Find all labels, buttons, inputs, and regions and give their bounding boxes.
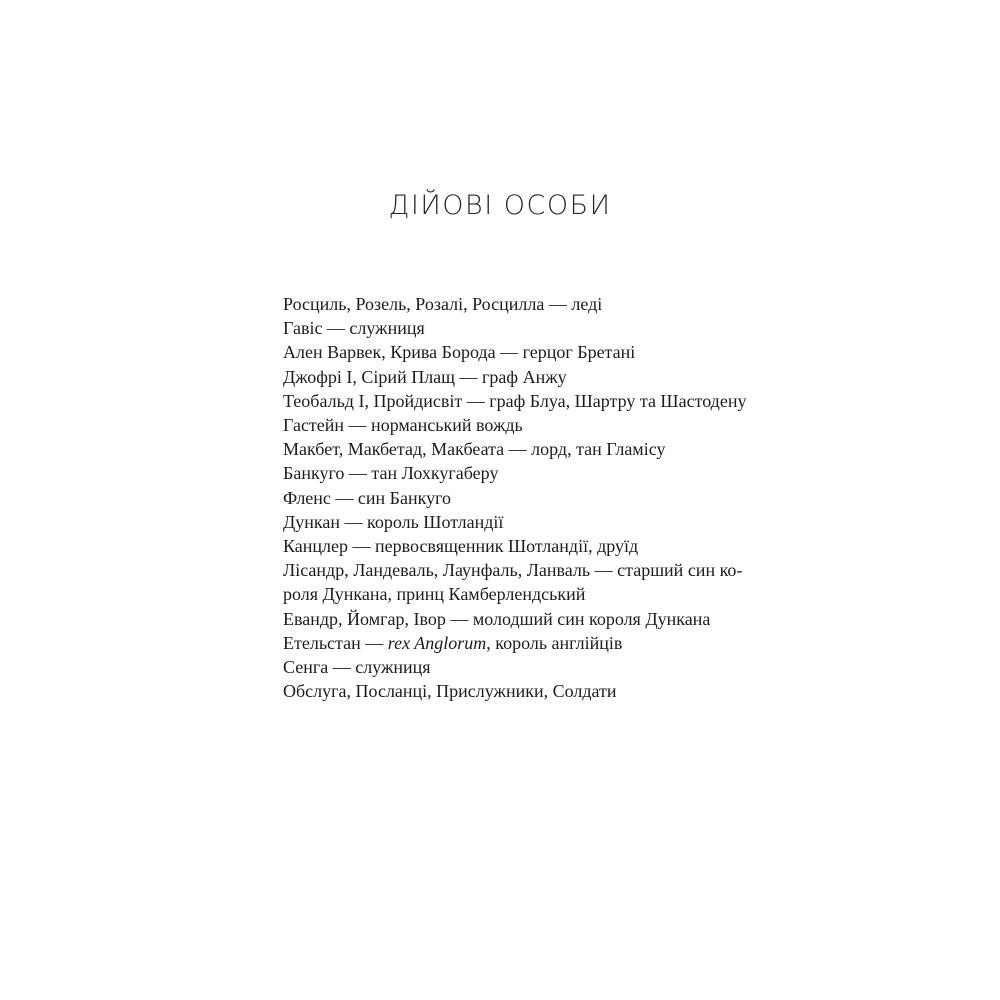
cast-entry-roscil: Росциль, Розель, Розалі, Росцилла — леді — [283, 294, 603, 314]
cast-entry-gastein: Гастейн — норманський вождь — [283, 415, 523, 436]
cast-entry-gavis: Гавіс — служниця — [283, 318, 425, 339]
cast-entry-bankugo: Банкуго — тан Лохкугаберу — [283, 463, 499, 484]
page-title: ДІЙОВІ ОСОБИ — [388, 190, 612, 222]
cast-entry-kancler: Канцлер — первосвященник Шотландії, друїд — [283, 536, 639, 557]
cast-entry-senga: Сенга — служниця — [283, 657, 431, 678]
cast-entry-alen-varvek: Ален Варвек, Крива Борода — герцог Бретані — [283, 342, 636, 363]
cast-entry-etelstan-latin-title: rex Anglorum — [387, 632, 487, 653]
cast-entry-dzhofri: Джофрі I, Сірий Плащ — граф Анжу — [283, 366, 567, 387]
cast-entry-etelstan-name: Етельстан — — [283, 632, 388, 653]
cast-entry-teobald: Теобальд I, Пройдисвіт — граф Блуа, Шартру та Шастодену — [283, 390, 747, 411]
cast-entry-etelstan-role: , король англійців — [486, 632, 623, 653]
cast-list — [283, 292, 763, 703]
cast-entry-evandr: Евандр, Йомгар, Івор — молодший син короля Дункана — [283, 608, 711, 629]
cast-entry-lisandr-line-1: Лісандр, Ландеваль, Лаунфаль, Ланваль — старший син ко- — [283, 560, 743, 581]
cast-entry-lisandr-line-2: роля Дункана, принц Камберлендський — [283, 584, 586, 605]
cast-entry-lisandr — [283, 558, 763, 606]
cast-entry-obsluga: Обслуга, Посланці, Прислужники, Солдати — [283, 681, 617, 702]
cast-entry-dunkan: Дункан — король Шотландії — [283, 511, 504, 532]
cast-entry-flens: Фленс — син Банкуго — [283, 487, 452, 508]
cast-entry-etelstan — [283, 631, 763, 655]
cast-entry-makbet: Макбет, Макбетад, Макбеата — лорд, тан Гламісу — [283, 439, 666, 460]
